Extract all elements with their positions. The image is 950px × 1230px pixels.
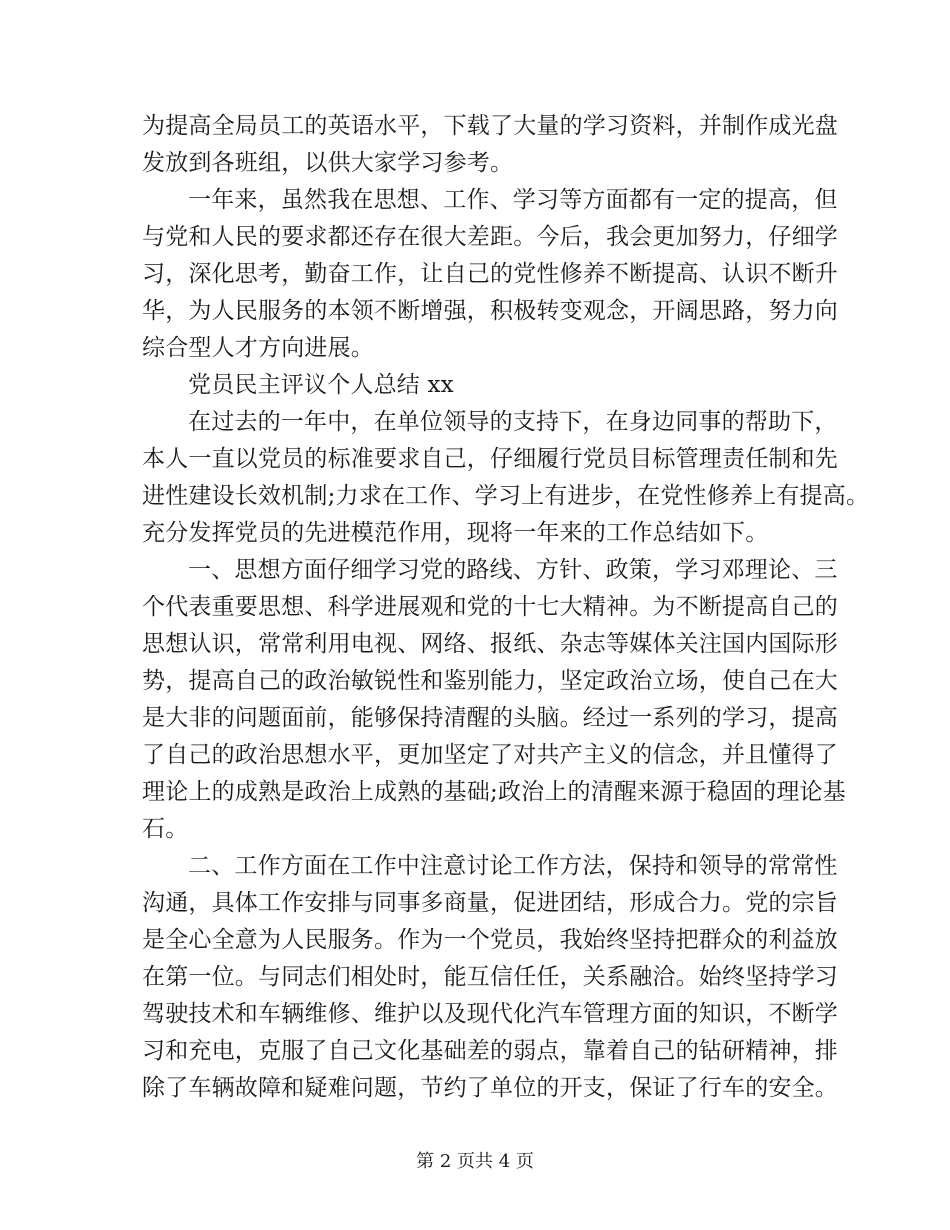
text-line: 沟通，具体工作安排与同事多商量，促进团结，形成合力。党的宗旨 xyxy=(142,890,838,916)
text-line: 为提高全局员工的英语水平，下载了大量的学习资料，并制作成光盘 xyxy=(142,113,838,139)
text-line: 一、思想方面仔细学习党的路线、方针、政策，学习邓理论、三 xyxy=(188,557,838,583)
text-line: 是全心全意为人民服务。作为一个党员，我始终坚持把群众的利益放 xyxy=(142,927,838,953)
text-line: 本人一直以党员的标准要求自己，仔细履行党员目标管理责任制和先 xyxy=(142,446,838,472)
text-line: 石。 xyxy=(142,816,189,842)
text-line: 势，提高自己的政治敏锐性和鉴别能力，坚定政治立场，使自己在大 xyxy=(142,668,838,694)
text-line: 充分发挥党员的先进模范作用，现将一年来的工作总结如下。 xyxy=(142,520,769,546)
text-line: 综合型人才方向进展。 xyxy=(142,335,374,361)
page-footer: 第 2 页共 4 页 xyxy=(416,1151,534,1172)
text-line: 除了车辆故障和疑难问题，节约了单位的开支，保证了行车的安全。 xyxy=(142,1075,838,1101)
text-line: 与党和人民的要求都还存在很大差距。今后，我会更加努力，仔细学 xyxy=(142,224,838,250)
text-line: 进性建设长效机制;力求在工作、学习上有进步，在党性修养上有提高。 xyxy=(142,483,870,509)
text-line: 习，深化思考，勤奋工作，让自己的党性修养不断提高、认识不断升 xyxy=(142,261,838,287)
text-line: 驾驶技术和车辆维修、维护以及现代化汽车管理方面的知识，不断学 xyxy=(142,1001,838,1027)
text-line: 习和充电，克服了自己文化基础差的弱点，靠着自己的钻研精神，排 xyxy=(142,1038,838,1064)
text-line: 一年来，虽然我在思想、工作、学习等方面都有一定的提高，但 xyxy=(188,187,838,213)
text-line: 在第一位。与同志们相处时，能互信任任，关系融洽。始终坚持学习 xyxy=(142,964,838,990)
text-line: 了自己的政治思想水平，更加坚定了对共产主义的信念，并且懂得了 xyxy=(142,742,838,768)
section-heading: 党员民主评议个人总结 xx xyxy=(188,372,454,398)
text-line: 理论上的成熟是政治上成熟的基础;政治上的清醒来源于稳固的理论基 xyxy=(142,779,846,805)
text-line: 是大非的问题面前，能够保持清醒的头脑。经过一系列的学习，提高 xyxy=(142,705,838,731)
text-line: 二、工作方面在工作中注意讨论工作方法，保持和领导的常常性 xyxy=(188,853,838,879)
text-line: 个代表重要思想、科学进展观和党的十七大精神。为不断提高自己的 xyxy=(142,594,838,620)
text-line: 在过去的一年中，在单位领导的支持下，在身边同事的帮助下， xyxy=(188,409,838,435)
text-line: 华，为人民服务的本领不断增强，积极转变观念，开阔思路，努力向 xyxy=(142,298,838,324)
text-line: 思想认识，常常利用电视、网络、报纸、杂志等媒体关注国内国际形 xyxy=(142,631,838,657)
text-line: 发放到各班组，以供大家学习参考。 xyxy=(142,150,514,176)
